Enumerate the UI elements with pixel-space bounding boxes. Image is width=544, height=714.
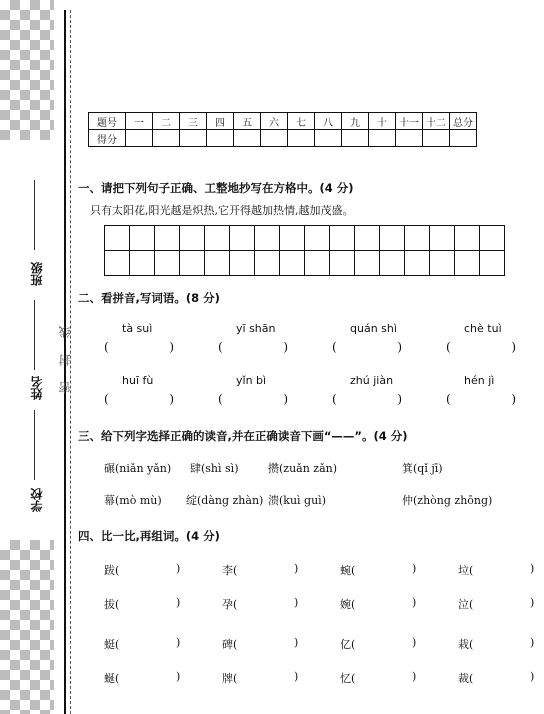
score-cell[interactable]	[180, 130, 207, 147]
grid-cell[interactable]	[480, 251, 505, 276]
grid-cell[interactable]	[430, 251, 455, 276]
close-paren[interactable]: )	[294, 670, 299, 683]
class-blank-line	[34, 180, 35, 250]
reading-item[interactable]: 幕(mò mù)	[104, 494, 162, 507]
score-header-label: 题号	[89, 113, 126, 130]
answer-blank[interactable]	[218, 340, 288, 354]
score-header-cell: 六	[261, 113, 288, 130]
pinyin-prompt: huī fù	[122, 374, 154, 387]
grid-cell[interactable]	[305, 226, 330, 251]
copy-grid[interactable]	[104, 225, 505, 276]
compare-char: 蜒(	[104, 672, 120, 685]
score-table	[88, 112, 477, 147]
close-paren: )	[397, 392, 402, 406]
close-paren: )	[283, 340, 288, 354]
score-header-cell: 五	[234, 113, 261, 130]
grid-cell[interactable]	[105, 251, 130, 276]
score-header-cell: 总分	[450, 113, 477, 130]
close-paren: )	[511, 392, 516, 406]
section-1-sentence: 只有太阳花,阳光越是炽热,它开得越加热情,越加茂盛。	[90, 204, 354, 217]
compare-char: 拔(	[104, 598, 120, 611]
score-cell[interactable]	[369, 130, 396, 147]
score-row-label: 得分	[89, 130, 126, 147]
grid-cell[interactable]	[255, 251, 280, 276]
class-label: 班级	[30, 262, 44, 286]
compare-char: 栽(	[458, 638, 474, 651]
compare-char: 亿(	[340, 638, 356, 651]
close-paren: )	[397, 340, 402, 354]
close-paren[interactable]: )	[530, 596, 535, 609]
close-paren[interactable]: )	[176, 670, 181, 683]
answer-blank[interactable]	[104, 392, 174, 406]
compare-char: 跋(	[104, 564, 120, 577]
reading-item[interactable]: 绽(dàng zhàn)	[186, 494, 264, 507]
close-paren: )	[283, 392, 288, 406]
grid-cell[interactable]	[280, 226, 305, 251]
school-blank-line	[34, 410, 35, 480]
score-header-cell: 十一	[396, 113, 423, 130]
close-paren[interactable]: )	[176, 636, 181, 649]
score-cell[interactable]	[342, 130, 369, 147]
close-paren[interactable]: )	[176, 562, 181, 575]
score-header-cell: 九	[342, 113, 369, 130]
score-cell[interactable]	[423, 130, 450, 147]
open-paren: (	[446, 340, 451, 354]
school-label: 学校	[30, 488, 44, 512]
close-paren[interactable]: )	[530, 670, 535, 683]
pinyin-prompt: yī shān	[236, 322, 276, 335]
open-paren: (	[332, 340, 337, 354]
score-value-row	[89, 130, 477, 147]
grid-cell[interactable]	[480, 226, 505, 251]
score-cell[interactable]	[315, 130, 342, 147]
compare-char: 李(	[222, 564, 238, 577]
close-paren[interactable]: )	[412, 596, 417, 609]
checker-decoration	[0, 0, 54, 80]
reading-item[interactable]: 碾(niǎn yǎn)	[104, 462, 172, 475]
score-cell[interactable]	[450, 130, 477, 147]
score-header-cell: 八	[315, 113, 342, 130]
grid-cell[interactable]	[205, 251, 230, 276]
grid-cell[interactable]	[455, 226, 480, 251]
score-cell[interactable]	[153, 130, 180, 147]
name-blank-line	[34, 300, 35, 370]
close-paren[interactable]: )	[412, 636, 417, 649]
close-paren[interactable]: )	[412, 562, 417, 575]
grid-cell[interactable]	[355, 226, 380, 251]
grid-cell[interactable]	[405, 226, 430, 251]
score-header-cell: 二	[153, 113, 180, 130]
pinyin-prompt: chè tuì	[464, 322, 502, 335]
compare-char: 忆(	[340, 672, 356, 685]
compare-char: 垃(	[458, 564, 474, 577]
grid-cell[interactable]	[155, 226, 180, 251]
open-paren: (	[218, 392, 223, 406]
grid-cell[interactable]	[355, 251, 380, 276]
grid-cell[interactable]	[130, 251, 155, 276]
close-paren[interactable]: )	[530, 636, 535, 649]
grid-cell[interactable]	[330, 226, 355, 251]
pinyin-prompt: hén jì	[464, 374, 495, 387]
close-paren[interactable]: )	[294, 562, 299, 575]
close-paren[interactable]: )	[176, 596, 181, 609]
section-4-title: 四、比一比,再组词。(4 分)	[78, 529, 220, 543]
score-header-cell: 一	[126, 113, 153, 130]
close-paren[interactable]: )	[294, 636, 299, 649]
grid-cell[interactable]	[380, 226, 405, 251]
grid-cell[interactable]	[180, 251, 205, 276]
open-paren: (	[332, 392, 337, 406]
score-header-cell: 十	[369, 113, 396, 130]
reading-item[interactable]: 肆(shì sì)	[190, 462, 239, 475]
score-header-row	[89, 113, 477, 130]
compare-char: 蜓(	[104, 638, 120, 651]
pinyin-prompt: yǐn bì	[236, 374, 267, 387]
reading-item[interactable]: 溃(kuì guì)	[268, 494, 326, 507]
pinyin-prompt: tà suì	[122, 322, 153, 335]
score-cell[interactable]	[288, 130, 315, 147]
grid-cell[interactable]	[105, 226, 130, 251]
score-cell[interactable]	[234, 130, 261, 147]
grid-cell[interactable]	[255, 226, 280, 251]
compare-char: 婉(	[340, 598, 356, 611]
close-paren: )	[169, 340, 174, 354]
grid-cell[interactable]	[330, 251, 355, 276]
section-3-title: 三、给下列字选择正确的读音,并在正确读音下画“——”。(4 分)	[78, 429, 408, 443]
answer-blank[interactable]	[332, 392, 402, 406]
section-2-title: 二、看拼音,写词语。(8 分)	[78, 291, 220, 305]
name-label: 姓名	[30, 376, 44, 400]
grid-cell[interactable]	[180, 226, 205, 251]
open-paren: (	[218, 340, 223, 354]
compare-char: 碑(	[222, 638, 238, 651]
open-paren: (	[446, 392, 451, 406]
answer-blank[interactable]	[446, 392, 516, 406]
score-cell[interactable]	[207, 130, 234, 147]
pinyin-prompt: quán shì	[350, 322, 397, 335]
answer-blank[interactable]	[332, 340, 402, 354]
grid-cell[interactable]	[405, 251, 430, 276]
compare-char: 裁(	[458, 672, 474, 685]
answer-blank[interactable]	[104, 340, 174, 354]
answer-blank[interactable]	[218, 392, 288, 406]
pinyin-prompt: zhú jiàn	[350, 374, 394, 387]
grid-cell[interactable]	[430, 226, 455, 251]
score-header-cell: 四	[207, 113, 234, 130]
close-paren: )	[511, 340, 516, 354]
grid-cell[interactable]	[155, 251, 180, 276]
close-paren: )	[169, 392, 174, 406]
score-header-cell: 七	[288, 113, 315, 130]
checker-decoration	[0, 540, 54, 714]
grid-cell[interactable]	[130, 226, 155, 251]
section-1-title: 一、请把下列句子正确、工整地抄写在方格中。(4 分)	[78, 181, 354, 195]
grid-cell[interactable]	[380, 251, 405, 276]
compare-char: 泣(	[458, 598, 474, 611]
compare-char: 牌(	[222, 672, 238, 685]
score-header-cell: 三	[180, 113, 207, 130]
grid-cell[interactable]	[280, 251, 305, 276]
reading-item[interactable]: 箕(qǐ jī)	[402, 462, 443, 475]
reading-item[interactable]: 攒(zuǎn zǎn)	[268, 462, 338, 475]
close-paren[interactable]: )	[412, 670, 417, 683]
score-header-cell: 十二	[423, 113, 450, 130]
grid-cell[interactable]	[205, 226, 230, 251]
open-paren: (	[104, 340, 109, 354]
seal-text: 密 封 线	[58, 320, 72, 394]
score-cell[interactable]	[396, 130, 423, 147]
reading-item[interactable]: 仲(zhòng zhōng)	[402, 494, 493, 507]
grid-cell[interactable]	[305, 251, 330, 276]
score-cell[interactable]	[261, 130, 288, 147]
open-paren: (	[104, 392, 109, 406]
grid-cell[interactable]	[230, 226, 255, 251]
close-paren[interactable]: )	[294, 596, 299, 609]
compare-char: 孕(	[222, 598, 238, 611]
score-cell[interactable]	[126, 130, 153, 147]
checker-decoration	[0, 80, 54, 140]
grid-cell[interactable]	[230, 251, 255, 276]
compare-char: 蜿(	[340, 564, 356, 577]
grid-cell[interactable]	[455, 251, 480, 276]
close-paren[interactable]: )	[530, 562, 535, 575]
answer-blank[interactable]	[446, 340, 516, 354]
